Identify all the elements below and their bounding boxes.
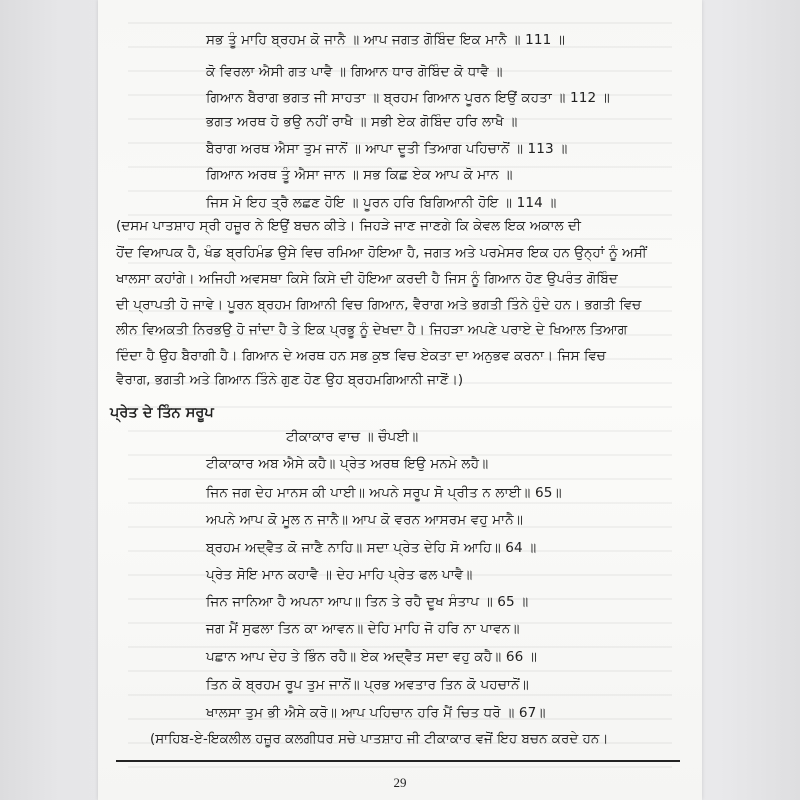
verse-line: ਜਿਨ ਜਾਨਿਆ ਹੈ ਅਪਨਾ ਆਪ॥ ਤਿਨ ਤੇ ਰਹੈ ਦੂਖ ਸੰਤਾਪ ॥ 65 ॥	[206, 594, 529, 610]
verse-line: ਤਿਨ ਕੋ ਬ੍ਰਹਮ ਰੂਪ ਤੁਮ ਜਾਨੋਂ॥ ਪ੍ਰਭ ਅਵਤਾਰ ਤਿਨ ਕੋ ਪਹਚਾਨੋਂ॥	[206, 677, 529, 693]
commentary-line: ਦਿੰਦਾ ਹੈ ਉਹ ਬੈਰਾਗੀ ਹੈ। ਗਿਆਨ ਦੇ ਅਰਥ ਹਨ ਸਭ ਕੁਝ ਵਿਚ ਏਕਤਾ ਦਾ ਅਨੁਭਵ ਕਰਨਾ। ਜਿਸ ਵਿਚ	[116, 349, 606, 364]
verse-line: ਜਿਨ ਜਗ ਦੇਹ ਮਾਨਸ ਕੀ ਪਾਈ॥ ਅਪਨੇ ਸਰੂਪ ਸੋ ਪ੍ਰੀਤ ਨ ਲਾਈ॥ 65॥	[206, 485, 562, 501]
verse-line: ਗਿਆਨ ਅਰਥ ਤੂੰ ਐਸਾ ਜਾਨ ॥ ਸਭ ਕਿਛ ਏਕ ਆਪ ਕੋ ਮਾਨ ॥	[206, 167, 513, 183]
verse-line: ਗਿਆਨ ਬੈਰਾਗ ਭਗਤ ਜੀ ਸਾਹਤਾ ॥ ਬ੍ਰਹਮ ਗਿਆਨ ਪੂਰਨ ਇਉਂ ਕਹਤਾ ॥ 112 ॥	[206, 90, 610, 106]
verse-line: ਅਪਨੇ ਆਪ ਕੋ ਮੂਲ ਨ ਜਾਨੈ॥ ਆਪ ਕੋ ਵਰਨ ਆਸਰਮ ਵਹੁ ਮਾਨੈ॥	[206, 512, 523, 528]
verse-line: ਭਗਤ ਅਰਥ ਹੋ ਭਉ ਨਹੀਂ ਰਾਖੈ ॥ ਸਭੀ ਏਕ ਗੋਬਿੰਦ ਹਰਿ ਲਾਖੈ ॥	[206, 114, 518, 130]
closing-line: (ਸਾਹਿਬ-ਏ-ਇਕਲੀਲ ਹਜ਼ੂਰ ਕਲਗੀਧਰ ਸਚੇ ਪਾਤਸ਼ਾਹ ਜੀ ਟੀਕਾਕਾਰ ਵਜੋਂ ਇਹ ਬਚਨ ਕਰਦੇ ਹਨ।	[150, 732, 609, 747]
verse-line: ਖਾਲਸਾ ਤੁਮ ਭੀ ਐਸੇ ਕਰੋ॥ ਆਪ ਪਹਿਚਾਨ ਹਰਿ ਮੈਂ ਚਿਤ ਧਰੋ ॥ 67॥	[206, 705, 546, 721]
commentary-line: ਵੈਰਾਗ, ਭਗਤੀ ਅਤੇ ਗਿਆਨ ਤਿੰਨੇ ਗੁਣ ਹੋਣ ਉਹ ਬ੍ਰਹਮਗਿਆਨੀ ਜਾਣੋਂ।)	[116, 373, 464, 388]
verse-line: ਬ੍ਰਹਮ ਅਦ੍ਵੈਤ ਕੋ ਜਾਣੈ ਨਾਹਿ॥ ਸਦਾ ਪ੍ਰੇਤ ਦੇਹਿ ਸੋ ਆਹਿ॥ 64 ॥	[206, 540, 537, 556]
page-number: 29	[393, 775, 407, 790]
verse-line: ਜਗ ਮੈਂ ਸੁਫਲਾ ਤਿਨ ਕਾ ਆਵਨ॥ ਦੇਹਿ ਮਾਹਿ ਜੋ ਹਰਿ ਨਾ ਪਾਵਨ॥	[206, 621, 520, 637]
verse-line: ਜਿਸ ਮੋ ਇਹ ਤ੍ਰੈ ਲਛਣ ਹੋਇ ॥ ਪੂਰਨ ਹਰਿ ਬਿਗਿਆਨੀ ਹੋਇ ॥ 114 ॥	[206, 195, 557, 211]
commentary-line: ਹੋਂਦ ਵਿਆਪਕ ਹੈ, ਖੰਡ ਬ੍ਰਹਿਮੰਡ ਉਸੇ ਵਿਚ ਰਮਿਆ ਹੋਇਆ ਹੈ, ਜਗਤ ਅਤੇ ਪਰਮੇਸਰ ਇਕ ਹਨ ਉਨ੍ਹਾਂ ਨੂੰ ਅਸੀਂ	[116, 246, 647, 261]
verse-line: ਟੀਕਾਕਾਰ ਅਬ ਐਸੇ ਕਹੈ॥ ਪ੍ਰੇਤ ਅਰਥ ਇਉ ਮਨਮੇ ਲਹੈ॥	[206, 456, 489, 472]
commentary-line: ਦੀ ਪ੍ਰਾਪਤੀ ਹੋ ਜਾਵੇ। ਪੂਰਨ ਬ੍ਰਹਮ ਗਿਆਨੀ ਵਿਚ ਗਿਆਨ, ਵੈਰਾਗ ਅਤੇ ਭਗਤੀ ਤਿੰਨੇ ਹੁੰਦੇ ਹਨ। ਭਗਤੀ ਵਿਚ	[116, 298, 642, 313]
verse-line: ਪ੍ਰੇਤ ਸੋਇ ਮਾਨ ਕਹਾਵੈ ॥ ਦੇਹ ਮਾਹਿ ਪ੍ਰੇਤ ਫਲ ਪਾਵੈ॥	[206, 567, 473, 583]
verse-line: ਪਛਾਨ ਆਪ ਦੇਹ ਤੇ ਭਿੰਨ ਰਹੈ॥ ਏਕ ਅਦ੍ਵੈਤ ਸਦਾ ਵਹੁ ਕਹੈ॥ 66 ॥	[206, 649, 538, 665]
book-page	[98, 0, 702, 800]
verse-line: ਬੈਰਾਗ ਅਰਥ ਐਸਾ ਤੁਮ ਜਾਨੋਂ ॥ ਆਪਾ ਦੂਤੀ ਤਿਆਗ ਪਹਿਚਾਨੋਂ ॥ 113 ॥	[206, 141, 568, 157]
footer-rule	[116, 760, 680, 762]
commentary-line: (ਦਸਮ ਪਾਤਸ਼ਾਹ ਸ੍ਰੀ ਹਜ਼ੂਰ ਨੇ ਇਉਂ ਬਚਨ ਕੀਤੇ। ਜਿਹੜੇ ਜਾਣ ਜਾਣਗੇ ਕਿ ਕੇਵਲ ਇਕ ਅਕਾਲ ਦੀ	[116, 219, 581, 234]
section-heading: ਪ੍ਰੇਤ ਦੇ ਤਿੰਨ ਸਰੂਪ	[110, 405, 214, 421]
commentary-line: ਲੀਨ ਵਿਅਕਤੀ ਨਿਰਭਉ ਹੋ ਜਾਂਦਾ ਹੈ ਤੇ ਇਕ ਪ੍ਰਭੂ ਨੂੰ ਦੇਖਦਾ ਹੈ। ਜਿਹੜਾ ਅਪਣੇ ਪਰਾਏ ਦੇ ਖਿਆਲ ਤਿਆਗ	[116, 323, 628, 338]
verse-line: ਕੋ ਵਿਰਲਾ ਐਸੀ ਗਤ ਪਾਵੈ ॥ ਗਿਆਨ ਧਾਰ ਗੋਬਿੰਦ ਕੋ ਧਾਵੈ ॥	[206, 64, 503, 80]
commentary-line: ਖਾਲਸਾ ਕਹਾਂਗੇ। ਅਜਿਹੀ ਅਵਸਥਾ ਕਿਸੇ ਕਿਸੇ ਦੀ ਹੋਇਆ ਕਰਦੀ ਹੈ ਜਿਸ ਨੂੰ ਗਿਆਨ ਹੋਣ ਉਪਰੰਤ ਗੋਬਿੰਦ	[116, 272, 618, 287]
verse-line: ਸਭ ਤੂੰ ਮਾਹਿ ਬ੍ਰਹਮ ਕੋ ਜਾਨੈ ॥ ਆਪ ਜਗਤ ਗੋਬਿੰਦ ਇਕ ਮਾਨੈ ॥ 111 ॥	[206, 32, 566, 48]
section-subheading: ਟੀਕਾਕਾਰ ਵਾਚ ॥ ਚੌਪਈ॥	[286, 429, 419, 445]
